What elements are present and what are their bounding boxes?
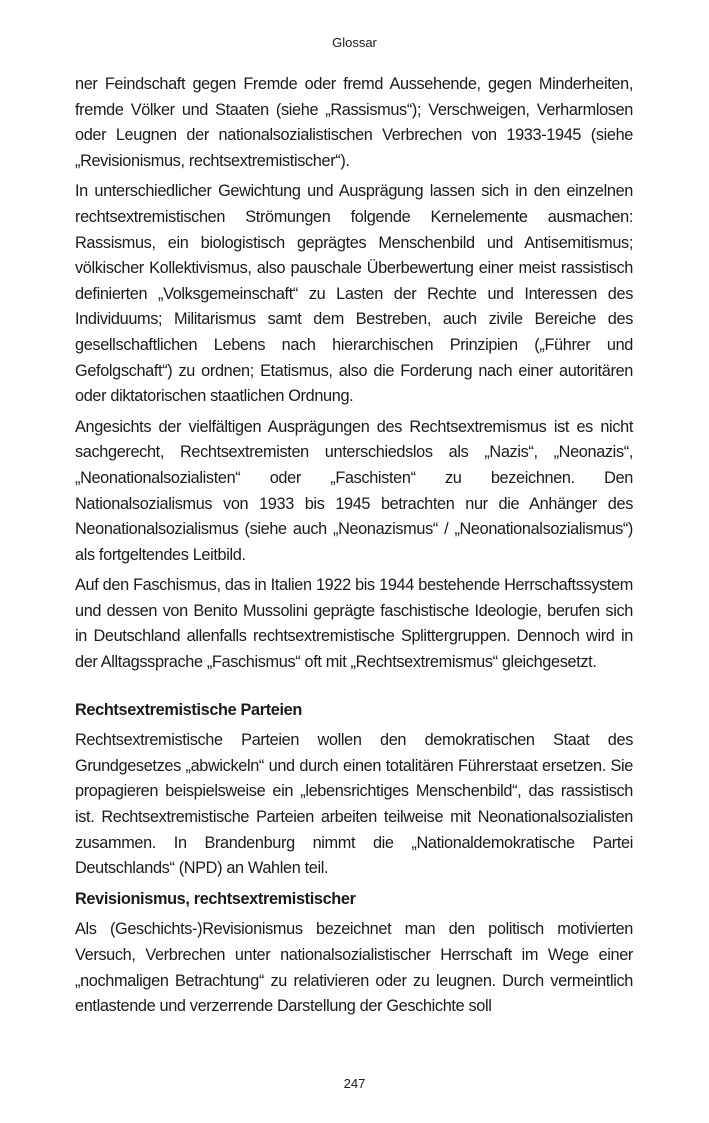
paragraph-4: Auf den Faschismus, das in Italien 1922 bis 1944 bestehende Herrschaftssystem und dessen von Benito Mussolini geprägte faschistische Ideologie, berufen sich in Deutschland allenfalls rechtsextremistische Splittergruppen. Dennoch wird in der Alltagssprache „Faschismus“ oft mit „Rechtsextremismus“ gleichgesetzt.	[75, 576, 633, 672]
paragraph-3: Angesichts der vielfältigen Ausprägungen des Rechtsextremismus ist es nicht sachgerecht, Rechtsextremisten unterschiedslos als „Nazis“, „Neonazis“, „Neonationalsozialisten“ oder „Faschisten“ zu bezeichnen. Den Nationalsozialismus von 1933 bis 1945 betrachten nur die Anhänger des Neonationalsozialismus (siehe auch „Neonazismus“ / „Neonationalsozialismus“) als fortgeltendes Leitbild.	[75, 417, 633, 564]
paragraph-1: ner Feindschaft gegen Fremde oder fremd Aussehende, gegen Minderheiten, fremde Völker und Staaten (siehe „Rassismus“); Verschweigen, Verharmlosen oder Leugnen der nationalsozialistischen Verbrechen von 1933-1945 (siehe „Revisionismus, rechtsextremistischer“).	[75, 75, 633, 170]
running-head: Glossar	[332, 35, 377, 50]
section-text-parteien: Rechtsextremistische Parteien wollen den demokratischen Staat des Grundgesetzes „abwickeln“ und durch einen totalitären Führerstaat ersetzen. Sie propagieren beispielsweise ein „lebensrichtiges Menschenbild“, das rassistisch ist. Rechtsextremistische Parteien arbeiten teilweise mit Neonationalsozialisten zusammen. In Brandenburg nimmt die „Nationaldemokratische Partei Deutschlands“ (NPD) an Wahlen teil.	[75, 731, 633, 878]
section-heading-revisionismus: Revisionismus, rechtsextremistischer	[75, 889, 356, 908]
body-text	[75, 72, 633, 1025]
section-text-revisionismus: Als (Geschichts-)Revisionismus bezeichnet man den politisch motivierten Versuch, Verbrechen unter nationalsozialistischer Herrschaft im Wege einer „nochmaligen Betrachtung“ zu relativieren oder zu leugnen. Durch vermeintlich entlastende und verzerrende Darstellung der Geschichte soll	[75, 920, 633, 1016]
section-heading-parteien: Rechtsextremistische Parteien	[75, 700, 302, 719]
page-number: 247	[343, 1076, 366, 1091]
paragraph-2: In unterschiedlicher Gewichtung und Ausprägung lassen sich in den einzelnen rechtsextremistischen Strömungen folgende Kernelemente ausmachen: Rassismus, ein biologistisch geprägtes Menschenbild und Antisemitismus; völkischer Kollektivismus, also pauschale Überbewertung einer meist rassistisch definierten „Volksgemeinschaft“ zu Lasten der Rechte und Interessen des Individuums; Militarismus samt dem Bestreben, auch zivile Bereiche des gesellschaftlichen Lebens nach hierarchischen Prinzipien („Führer und Gefolgschaft“) zu ordnen; Etatismus, also die Forderung nach einer autoritären oder diktatorischen staatlichen Ordnung.	[75, 182, 633, 406]
